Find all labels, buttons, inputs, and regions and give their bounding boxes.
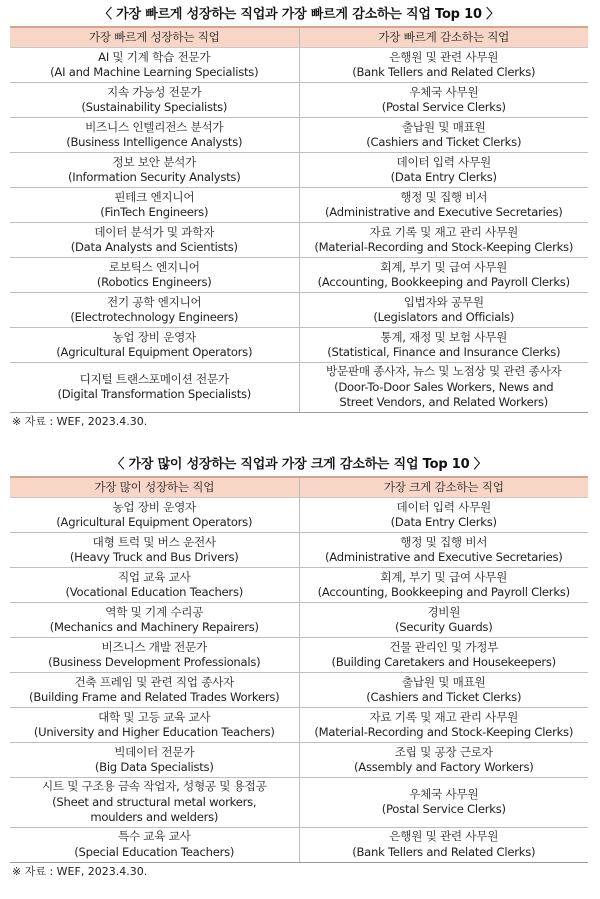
job-name-korean: 디지털 트랜스포메이션 전문가 bbox=[79, 371, 229, 386]
job-name-english: (Business Development Professionals) bbox=[48, 655, 261, 669]
table-row bbox=[10, 48, 588, 83]
job-name-korean: 통계, 재정 및 보험 사무원 bbox=[380, 329, 508, 344]
declining-job-cell bbox=[299, 153, 588, 188]
growing-job-cell bbox=[10, 568, 299, 603]
declining-job-cell bbox=[299, 293, 588, 328]
declining-job-cell bbox=[299, 223, 588, 258]
column-header-declining: 가장 빠르게 감소하는 직업 bbox=[299, 27, 588, 48]
declining-job-cell bbox=[299, 533, 588, 568]
job-name-korean: 우체국 사무원 bbox=[409, 84, 479, 99]
job-name-english: (Security Guards) bbox=[395, 620, 493, 634]
declining-job-cell bbox=[299, 568, 588, 603]
job-name-korean: 대학 및 고등 교육 교사 bbox=[98, 709, 211, 724]
job-name-english: (Postal Service Clerks) bbox=[381, 100, 506, 114]
table-body bbox=[10, 498, 588, 863]
declining-job-cell bbox=[299, 778, 588, 828]
table-header-row bbox=[10, 477, 588, 498]
table-row bbox=[10, 258, 588, 293]
job-name-english: (Agricultural Equipment Operators) bbox=[56, 515, 253, 529]
job-name-english: (Robotics Engineers) bbox=[96, 275, 212, 289]
growing-job-cell bbox=[10, 827, 299, 862]
job-name-english: (Legislators and Officials) bbox=[373, 310, 515, 324]
job-name-korean: 빅데이터 전문가 bbox=[114, 744, 195, 759]
job-name-korean: 데이터 분석가 및 과학자 bbox=[94, 224, 215, 239]
declining-job-cell bbox=[299, 743, 588, 778]
job-name-english: Street Vendors, and Related Workers) bbox=[339, 395, 549, 409]
job-name-english: (Cashiers and Ticket Clerks) bbox=[366, 690, 522, 704]
job-name-english: (Vocational Education Teachers) bbox=[65, 585, 244, 599]
job-name-korean: 우체국 사무원 bbox=[409, 786, 479, 801]
job-name-korean: 건축 프레임 및 관련 직업 종사자 bbox=[74, 674, 235, 689]
job-name-korean: 자료 기록 및 재고 관리 사무원 bbox=[369, 224, 519, 239]
job-name-korean: 조립 및 공장 근로자 bbox=[394, 744, 493, 759]
declining-job-cell bbox=[299, 638, 588, 673]
job-name-korean: 은행원 및 관련 사무원 bbox=[389, 829, 499, 843]
job-name-english: (Business Intelligence Analysts) bbox=[66, 135, 243, 149]
declining-job-cell bbox=[299, 708, 588, 743]
job-name-english: (Sustainability Specialists) bbox=[81, 100, 228, 114]
growing-job-cell bbox=[10, 48, 299, 83]
growing-job-cell bbox=[10, 258, 299, 293]
growing-job-cell bbox=[10, 708, 299, 743]
job-name-korean: 출납원 및 매표원 bbox=[401, 119, 486, 134]
job-name-english: (Data Analysts and Scientists) bbox=[70, 240, 238, 254]
declining-job-cell bbox=[299, 118, 588, 153]
job-name-english: (Building Caretakers and Housekeepers) bbox=[331, 655, 556, 669]
section-largest bbox=[10, 454, 588, 881]
job-name-korean: 출납원 및 매표원 bbox=[401, 674, 486, 689]
table-row bbox=[10, 83, 588, 118]
jobs-table bbox=[10, 26, 588, 413]
source-note: ※ 자료 : WEF, 2023.4.30. bbox=[12, 414, 148, 428]
job-name-english: (AI and Machine Learning Specialists) bbox=[50, 65, 259, 79]
job-name-english: (Agricultural Equipment Operators) bbox=[56, 345, 253, 359]
job-name-korean: AI 및 기계 학습 전문가 bbox=[98, 49, 211, 64]
job-name-korean: 시트 및 구조용 금속 작업자, 성형공 및 용접공 bbox=[41, 779, 267, 793]
job-name-english: (Special Education Teachers) bbox=[74, 844, 235, 859]
table-title: 〈 가장 많이 성장하는 직업과 가장 크게 감소하는 직업 Top 10 〉 bbox=[111, 457, 487, 472]
growing-job-cell bbox=[10, 118, 299, 153]
job-name-english: (Accounting, Bookkeeping and Payroll Clerks) bbox=[317, 275, 570, 289]
job-name-korean: 특수 교육 교사 bbox=[117, 829, 191, 843]
growing-job-cell bbox=[10, 328, 299, 363]
job-name-english: moulders and welders) bbox=[90, 810, 219, 824]
job-name-english: (Information Security Analysts) bbox=[68, 170, 241, 184]
table-header-row bbox=[10, 27, 588, 48]
job-name-english: (Material-Recording and Stock-Keeping Clerks) bbox=[314, 240, 574, 254]
table-row bbox=[10, 328, 588, 363]
job-name-english: (Accounting, Bookkeeping and Payroll Clerks) bbox=[317, 585, 570, 599]
growing-job-cell bbox=[10, 153, 299, 188]
table-row bbox=[10, 603, 588, 638]
job-name-korean: 은행원 및 관련 사무원 bbox=[389, 49, 499, 64]
job-name-korean: 경비원 bbox=[427, 604, 461, 619]
table-row bbox=[10, 223, 588, 258]
job-name-korean: 직업 교육 교사 bbox=[117, 569, 191, 584]
jobs-table bbox=[10, 476, 588, 863]
job-name-english: (Postal Service Clerks) bbox=[381, 802, 506, 817]
growing-job-cell bbox=[10, 83, 299, 118]
job-name-korean: 행정 및 집행 비서 bbox=[400, 189, 488, 204]
growing-job-cell bbox=[10, 188, 299, 223]
job-name-english: (Bank Tellers and Related Clerks) bbox=[352, 65, 536, 79]
job-name-english: (Door-To-Door Sales Workers, News and bbox=[334, 379, 554, 394]
job-name-korean: 데이터 입력 사무원 bbox=[396, 154, 491, 169]
declining-job-cell bbox=[299, 328, 588, 363]
table-row bbox=[10, 708, 588, 743]
growing-job-cell bbox=[10, 223, 299, 258]
growing-job-cell bbox=[10, 778, 299, 828]
growing-job-cell bbox=[10, 603, 299, 638]
job-name-english: (Data Entry Clerks) bbox=[390, 515, 497, 529]
table-row bbox=[10, 673, 588, 708]
job-name-english: (Administrative and Executive Secretaries) bbox=[324, 550, 563, 564]
job-name-english: (Big Data Specialists) bbox=[94, 760, 214, 774]
job-name-korean: 농업 장비 운영자 bbox=[112, 499, 197, 514]
job-name-korean: 농업 장비 운영자 bbox=[112, 329, 197, 344]
job-name-korean: 대형 트럭 및 버스 운전사 bbox=[92, 534, 216, 549]
job-name-korean: 입법자와 공무원 bbox=[403, 294, 484, 309]
job-name-english: (Cashiers and Ticket Clerks) bbox=[366, 135, 522, 149]
table-row bbox=[10, 568, 588, 603]
source-note: ※ 자료 : WEF, 2023.4.30. bbox=[12, 864, 148, 878]
job-name-korean: 데이터 입력 사무원 bbox=[396, 499, 491, 514]
job-name-english: (Sheet and structural metal workers, bbox=[52, 794, 257, 809]
job-name-korean: 건물 관리인 및 가정부 bbox=[389, 639, 499, 654]
job-name-english: (Building Frame and Related Trades Workers) bbox=[29, 690, 280, 704]
table-row bbox=[10, 293, 588, 328]
declining-job-cell bbox=[299, 673, 588, 708]
job-name-english: (Mechanics and Machinery Repairers) bbox=[49, 620, 259, 634]
job-name-english: (FinTech Engineers) bbox=[100, 205, 209, 219]
job-name-english: (Statistical, Finance and Insurance Clerks) bbox=[327, 345, 561, 359]
section-fastest bbox=[10, 4, 588, 431]
table-row bbox=[10, 498, 588, 533]
job-name-korean: 비즈니스 인텔리전스 분석가 bbox=[85, 119, 224, 134]
table-row bbox=[10, 188, 588, 223]
growing-job-cell bbox=[10, 293, 299, 328]
job-name-english: (Digital Transformation Specialists) bbox=[57, 387, 252, 402]
declining-job-cell bbox=[299, 83, 588, 118]
table-row bbox=[10, 827, 588, 862]
job-name-korean: 정보 보안 분석가 bbox=[112, 154, 197, 169]
job-name-english: (University and Higher Education Teachers) bbox=[33, 725, 275, 739]
job-name-korean: 전기 공학 엔지니어 bbox=[107, 294, 202, 309]
job-name-korean: 회계, 부기 및 급여 사무원 bbox=[380, 259, 508, 274]
table-row bbox=[10, 118, 588, 153]
table-row bbox=[10, 743, 588, 778]
job-name-english: (Material-Recording and Stock-Keeping Clerks) bbox=[314, 725, 574, 739]
table-title: 〈 가장 빠르게 성장하는 직업과 가장 빠르게 감소하는 직업 Top 10 〉 bbox=[99, 7, 499, 22]
declining-job-cell bbox=[299, 603, 588, 638]
column-header-growing: 가장 많이 성장하는 직업 bbox=[10, 477, 299, 498]
declining-job-cell bbox=[299, 48, 588, 83]
table-row bbox=[10, 153, 588, 188]
declining-job-cell bbox=[299, 258, 588, 293]
declining-job-cell bbox=[299, 498, 588, 533]
job-name-korean: 로보틱스 엔지니어 bbox=[108, 259, 200, 274]
job-name-english: (Electrotechnology Engineers) bbox=[70, 310, 239, 324]
column-header-growing: 가장 빠르게 성장하는 직업 bbox=[10, 27, 299, 48]
job-name-korean: 자료 기록 및 재고 관리 사무원 bbox=[369, 709, 519, 724]
job-name-english: (Administrative and Executive Secretaries) bbox=[324, 205, 563, 219]
job-name-korean: 비즈니스 개발 전문가 bbox=[101, 639, 207, 654]
growing-job-cell bbox=[10, 363, 299, 413]
table-row bbox=[10, 778, 588, 828]
growing-job-cell bbox=[10, 743, 299, 778]
job-name-korean: 방문판매 종사자, 뉴스 및 노점상 및 관련 종사자 bbox=[325, 364, 562, 378]
job-name-korean: 지속 가능성 전문가 bbox=[107, 84, 202, 99]
job-name-korean: 행정 및 집행 비서 bbox=[400, 534, 488, 549]
growing-job-cell bbox=[10, 498, 299, 533]
growing-job-cell bbox=[10, 638, 299, 673]
job-name-korean: 핀테크 엔지니어 bbox=[114, 189, 195, 204]
table-row bbox=[10, 363, 588, 413]
table-row bbox=[10, 638, 588, 673]
growing-job-cell bbox=[10, 673, 299, 708]
table-row bbox=[10, 533, 588, 568]
job-name-korean: 회계, 부기 및 급여 사무원 bbox=[380, 569, 508, 584]
declining-job-cell bbox=[299, 827, 588, 862]
job-name-english: (Bank Tellers and Related Clerks) bbox=[352, 844, 536, 859]
job-name-english: (Assembly and Factory Workers) bbox=[353, 760, 534, 774]
job-name-english: (Heavy Truck and Bus Drivers) bbox=[69, 550, 239, 564]
job-name-korean: 역학 및 기계 수리공 bbox=[105, 604, 204, 619]
table-body bbox=[10, 48, 588, 413]
growing-job-cell bbox=[10, 533, 299, 568]
declining-job-cell bbox=[299, 363, 588, 413]
column-header-declining: 가장 크게 감소하는 직업 bbox=[299, 477, 588, 498]
declining-job-cell bbox=[299, 188, 588, 223]
job-name-english: (Data Entry Clerks) bbox=[390, 170, 497, 184]
